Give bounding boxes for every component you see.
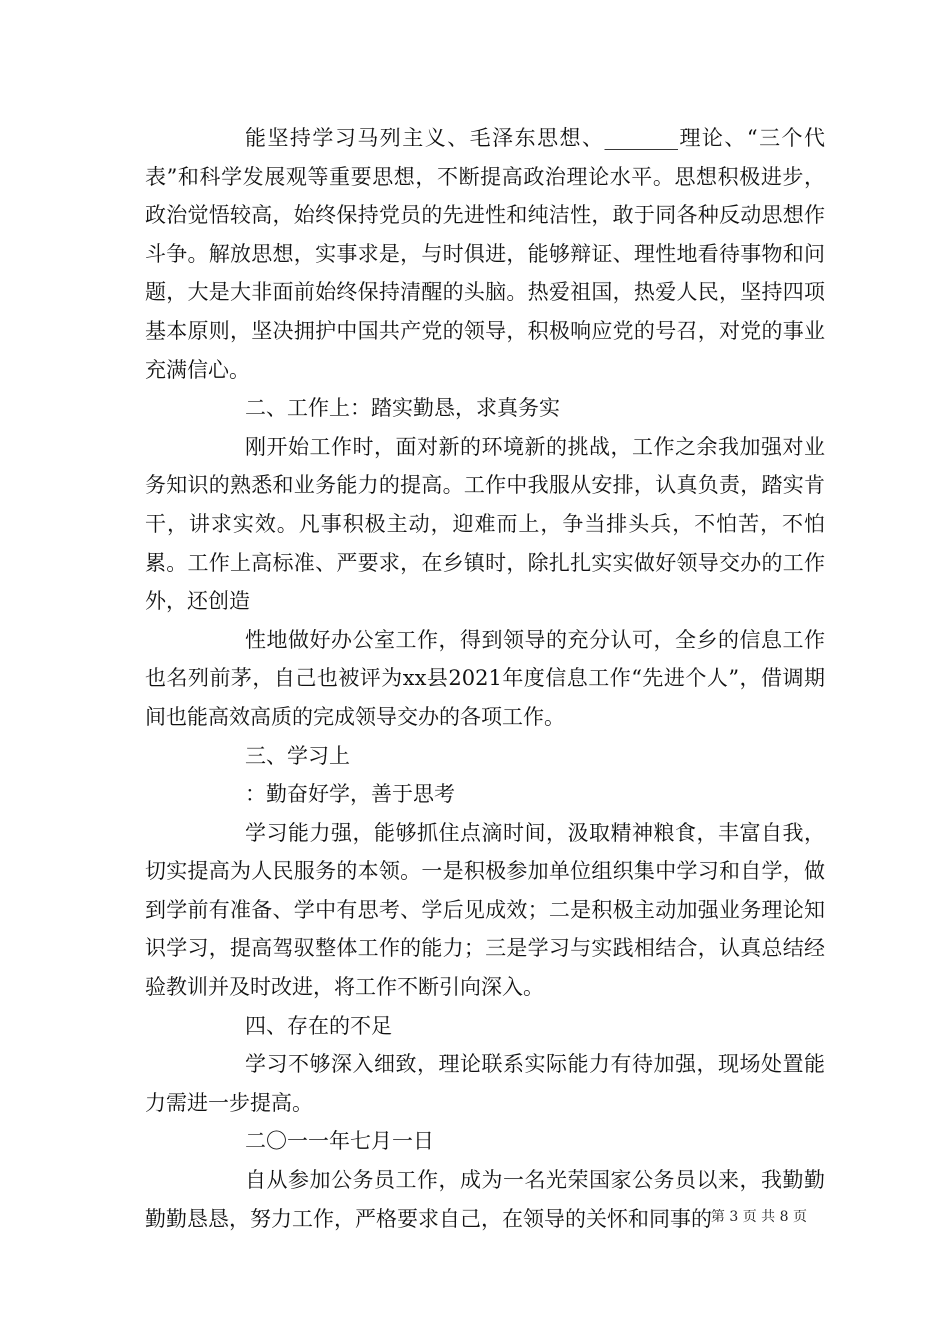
heading-work: 二、工作上：踏实勤恳，求真务实 — [245, 396, 560, 421]
document-body — [145, 119, 825, 1238]
heading-study-subtitle: ：勤奋好学，善于思考 — [245, 782, 455, 807]
paragraph-shortcomings: 学习不够深入细致，理论联系实际能力有待加强，现场处置能力需进一步提高。 — [145, 1052, 825, 1115]
paragraph-work-start: 刚开始工作时，面对新的环境新的挑战，工作之余我加强对业务知识的熟悉和业务能力的提高。工作中我服从安排，认真负责，踏实肯干，讲求实效。凡事积极主动，迎难而上，争当排头兵，不怕苦，不怕累。工作上高标准、严要求，在乡镇时，除扎扎实实做好领导交办的工作外，还创造 — [145, 434, 825, 614]
paragraph-study: 学习能力强，能够抓住点滴时间，汲取精神粮食，丰富自我，切实提高为人民服务的本领。一是积极参加单位组织集中学习和自学，做到学前有准备、学中有思考、学后见成效；二是积极主动加强业务理论知识学习，提高驾驭整体工作的能力；三是学习与实践相结合，认真总结经验教训并及时改进，将工作不断引向深入。 — [145, 820, 825, 1000]
paragraph-next-summary: 自从参加公务员工作，成为一名光荣国家公务员以来，我勤勤勤勤恳恳，努力工作，严格要求自己，在领导的关怀和同事的 — [145, 1168, 825, 1231]
heading-shortcomings: 四、存在的不足 — [245, 1013, 392, 1038]
page-number-footer: 第 3 页 共 8 页 — [710, 1209, 807, 1225]
date-line: 二〇一一年七月一日 — [245, 1129, 434, 1154]
heading-study: 三、学习上 — [245, 743, 350, 768]
paragraph-political-thought: 能坚持学习马列主义、毛泽东思想、_______理论、“三个代表”和科学发展观等重要思想，不断提高政治理论水平。思想积极进步，政治觉悟较高，始终保持党员的先进性和纯洁性，敢于同各种反动思想作斗争。解放思想，实事求是，与时俱进，能够辩证、理性地看待事物和问题，大是大非面前始终保持清醒的头脑。热爱祖国，热爱人民，坚持四项基本原则，坚决拥护中国共产党的领导，积极响应党的号召，对党的事业充满信心。 — [145, 126, 825, 382]
paragraph-work-continued: 性地做好办公室工作，得到领导的充分认可，全乡的信息工作也名列前茅，自己也被评为xx县2021年度信息工作“先进个人”，借调期间也能高效高质的完成领导交办的各项工作。 — [145, 627, 825, 729]
